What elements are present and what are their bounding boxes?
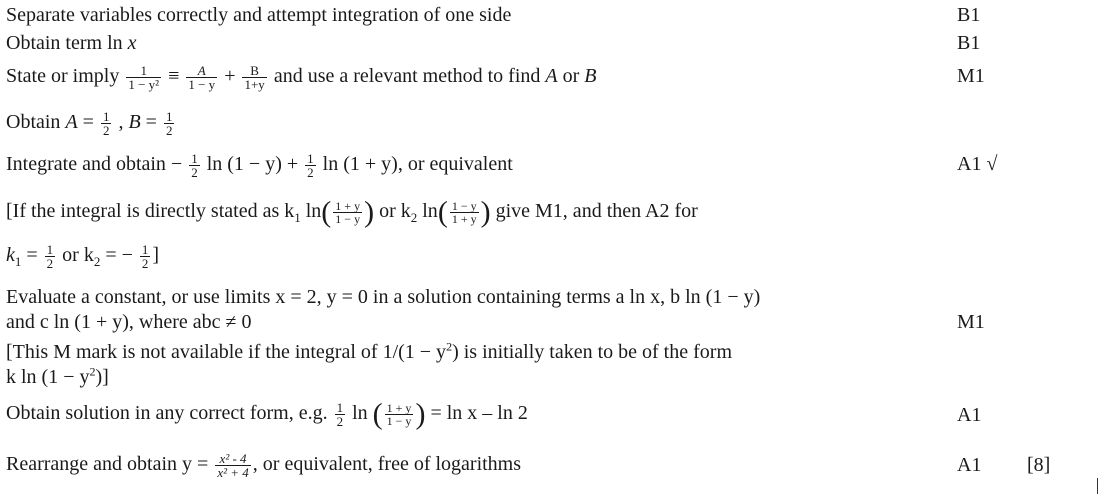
scheme-line-2 xyxy=(6,31,137,55)
fraction: $\frac{A}{1 - y}$ xyxy=(188,63,216,92)
scheme-line-6: [If the integral is directly stated as $k_1$ ln( $\frac{1 + y}{1 - y}$ ) or $k_2$ ln( $\frac{1 - y}{1 + y}$ ) give M1, and then A2 for xyxy=(6,195,698,229)
plus-symbol: + xyxy=(224,65,241,88)
fraction: $\frac{1}{2}$ xyxy=(102,109,110,138)
fraction: $\frac{1 - y}{1 + y}$ xyxy=(451,198,477,226)
fraction: $\frac{1}{2}$ xyxy=(141,242,149,271)
mark-line-3: M1 xyxy=(957,65,985,87)
scheme-line-12: Obtain solution in any correct form, e.g. $\frac{1}{2}$ ln ( $\frac{1 + y}{1 - y}$ ) = ln x – ln 2 xyxy=(6,397,528,431)
scheme-line-13: Rearrange and obtain y = $\frac{\text{x² - 4}}{\text{x² + 4}}$ , or equivalent, free of logarithms xyxy=(6,451,522,480)
fraction: $\frac{1 + y}{1 - y}$ xyxy=(386,401,412,428)
fraction: $\frac{B}{1+y}$ xyxy=(244,63,265,92)
fraction: $\frac{1}{2}$ xyxy=(307,151,314,180)
fraction: $\frac{1}{2}$ xyxy=(46,242,54,271)
variable: x xyxy=(127,32,137,54)
scheme-line-4: Obtain A = $\frac{1}{2}$ , B = $\frac{1}{2}$ xyxy=(6,109,173,138)
fraction: $\frac{1}{2}$ xyxy=(165,109,173,138)
line-text: [This M mark is not available if the integral of 1/(1 − y xyxy=(6,341,447,363)
fraction: $\frac{1 + y}{1 - y}$ xyxy=(335,198,361,226)
total-marks: [8] xyxy=(1027,454,1051,476)
fraction: $\frac{1}{2}$ xyxy=(191,151,198,180)
fraction: $\frac{1}{\text{1 − y²}}$ xyxy=(128,63,160,92)
scheme-line-10: [This M mark is not available if the integral of $1/(1 - y^2)$ is initially taken to be of the form xyxy=(6,339,732,363)
scheme-line-3: State or imply $\frac{1}{\text{1 − y²}}$ ≡ $\frac{A}{1 - y}$ + $\frac{B}{1+y}$ and use a relevant method to find A or B xyxy=(6,63,597,92)
line-text: Rearrange and obtain y = xyxy=(6,453,214,476)
line-text: Obtain term ln xyxy=(6,32,128,54)
mark-line-1: B1 xyxy=(957,4,981,26)
line-text: Evaluate a constant, or use limits x = 2, y = 0 in a solution containing terms a ln x, b ln (1 − y) xyxy=(6,286,761,308)
mark-line-12: A1 xyxy=(957,404,982,426)
scheme-line-8 xyxy=(6,285,760,309)
fraction: $\frac{1}{2}$ xyxy=(336,400,344,429)
mark-line-13: A1 xyxy=(957,454,982,476)
text-cursor xyxy=(1097,478,1098,494)
line-text: and c ln (1 + y), where abc ≠ 0 xyxy=(6,311,252,333)
equiv-symbol: ≡ xyxy=(168,65,185,88)
fraction: $\frac{\text{x² - 4}}{\text{x² + 4}}$ xyxy=(217,451,249,480)
scheme-line-5: Integrate and obtain − $\frac{1}{2}$ ln (1 − y) + $\frac{1}{2}$ ln (1 + y), or equivalent xyxy=(6,151,513,180)
line-text: Integrate and obtain − xyxy=(6,153,183,176)
line-text: State or imply xyxy=(6,65,125,88)
line-text: Obtain solution in any correct form, e.g. xyxy=(6,402,333,425)
line-text: [If the integral is directly stated as k xyxy=(6,200,295,222)
scheme-line-11: k $\ln (1 - y^2)$] xyxy=(6,364,109,388)
scheme-line-7: $k_1$ = $\frac{1}{2}$ or $k_2$ = − $\frac{1}{2}$ ] xyxy=(6,242,160,271)
mark-line-9: M1 xyxy=(957,311,985,333)
line-text: and use a relevant method to find xyxy=(273,65,546,88)
line-text: Obtain xyxy=(6,111,66,134)
line-text: Separate variables correctly and attempt integration of one side xyxy=(6,4,512,26)
mark-line-5: A1 √ xyxy=(957,153,998,175)
scheme-line-9 xyxy=(6,310,252,334)
mark-line-2: B1 xyxy=(957,32,981,54)
line-text: k ln (1 − y xyxy=(6,366,90,388)
scheme-line-1 xyxy=(6,3,511,27)
